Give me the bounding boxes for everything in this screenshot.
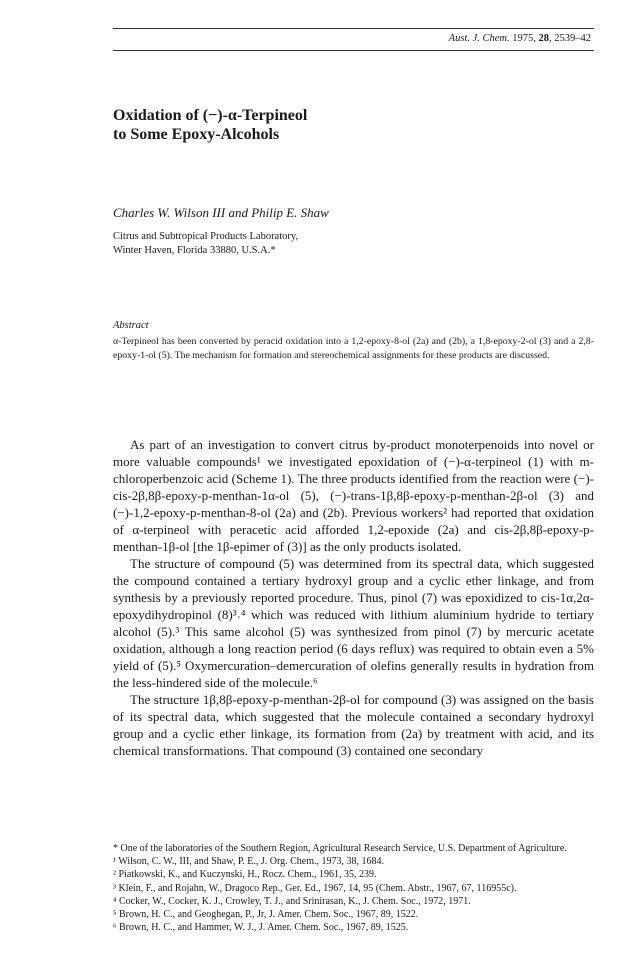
- journal-year: 1975,: [512, 33, 536, 44]
- body-paragraph-2: The structure of compound (5) was determined from its spectral data, which suggested the compound contained a tertiary hydroxyl group and a cyclic ether linkage, and from synthesis by a previously reported procedure. Thus, pinol (7) was epoxidized to cis-1α,2α-epoxydihydropinol (8)³˒⁴ which was reduced with lithium aluminium hydride to tertiary alcohol (5).³ This same alcohol (5) was synthesized from pinol (7) by mercuric acetate oxidation, although a long reaction period (6 days reflux) was required to obtain even a 5% yield of (5).⁵ Oxymercuration–demercuration of olefins generally results in hydration from the less-hindered side of the molecule.⁶: [113, 556, 594, 690]
- title-line-2: to Some Epoxy-Alcohols: [113, 126, 280, 143]
- reference-1: ¹ Wilson, C. W., III, and Shaw, P. E., J. Org. Chem., 1973, 38, 1684.: [113, 856, 385, 868]
- footnote-affiliation: * One of the laboratories of the Southern Region, Agricultural Research Service, U.S. Department of Agriculture.: [113, 843, 567, 854]
- reference-4: ⁴ Cocker, W., Cocker, K. J., Crowley, T. J., and Srinirasan, K., J. Chem. Soc., 1972, 1971.: [113, 895, 471, 907]
- journal-citation: Aust. J. Chem. 1975, 28, 2539–42: [448, 33, 591, 44]
- reference-3: ³ Klein, F., and Rojahn, W., Dragoco Rep., Ger. Ed., 1967, 14, 95 (Chem. Abstr., 1967, 67, 116955c).: [113, 882, 517, 894]
- reference-2: ² Piatkowski, K., and Kuczynski, H., Rocz. Chem., 1961, 35, 239.: [113, 869, 377, 881]
- body-paragraph-3: The structure 1β,8β-epoxy-p-menthan-2β-ol for compound (3) was assigned on the basis of its spectral data, which suggested that the molecule contained a secondary hydroxyl group and a cyclic ether linkage, its formation from (2a) by treatment with acid, and its chemical transformations. That compound (3) contained one secondary: [113, 692, 594, 758]
- journal-volume: 28: [538, 33, 549, 44]
- journal-name: Aust. J. Chem.: [448, 33, 510, 44]
- affiliation: [113, 230, 298, 258]
- footnotes: [113, 842, 594, 934]
- top-rule: [113, 28, 594, 29]
- reference-5: ⁵ Brown, H. C., and Geoghegan, P., Jr, J. Amer. Chem. Soc., 1967, 89, 1522.: [113, 909, 419, 921]
- title-line-1: Oxidation of (−)-α-Terpineol: [113, 107, 308, 124]
- affiliation-line-2: Winter Haven, Florida 33880, U.S.A.*: [113, 245, 276, 256]
- authors: Charles W. Wilson III and Philip E. Shaw: [113, 205, 329, 220]
- journal-pages: 2539–42: [554, 33, 591, 44]
- abstract-heading: Abstract: [113, 320, 149, 331]
- reference-6: ⁶ Brown, H. C., and Hammer, W. J., J. Amer. Chem. Soc., 1967, 89, 1525.: [113, 922, 409, 934]
- article-title: [113, 106, 307, 144]
- abstract-text: α-Terpineol has been converted by peracid oxidation into a 1,2-epoxy-8-ol (2a) and (2b), a 1,8-epoxy-2-ol (3) and a 2,8-epoxy-1-ol (5). The mechanism for formation and stereochemical assignments for these products are discussed.: [113, 336, 594, 361]
- body-paragraph-1: As part of an investigation to convert citrus by-product monoterpenoids into novel or more valuable compounds¹ we investigated epoxidation of (−)-α-terpineol (1) with m-chloroperbenzoic acid (Scheme 1). The three products identified from the reaction were (−)-cis-2β,8β-epoxy-p-menthan-1α-ol (5), (−)-trans-1β,8β-epoxy-p-menthan-2β-ol (3) and (−)-1,2-epoxy-p-menthan-8-ol (2a) and (2b). Previous workers² had reported that oxidation of α-terpineol with peracetic acid afforded 1,2-epoxide (2a) and cis-2β,8β-epoxy-p-menthan-1β-ol [the 1β-epimer of (3)] as the only products isolated.: [113, 437, 594, 554]
- affiliation-line-1: Citrus and Subtropical Products Laboratory,: [113, 231, 299, 242]
- article-body: [113, 436, 594, 759]
- header-rule: [113, 50, 594, 51]
